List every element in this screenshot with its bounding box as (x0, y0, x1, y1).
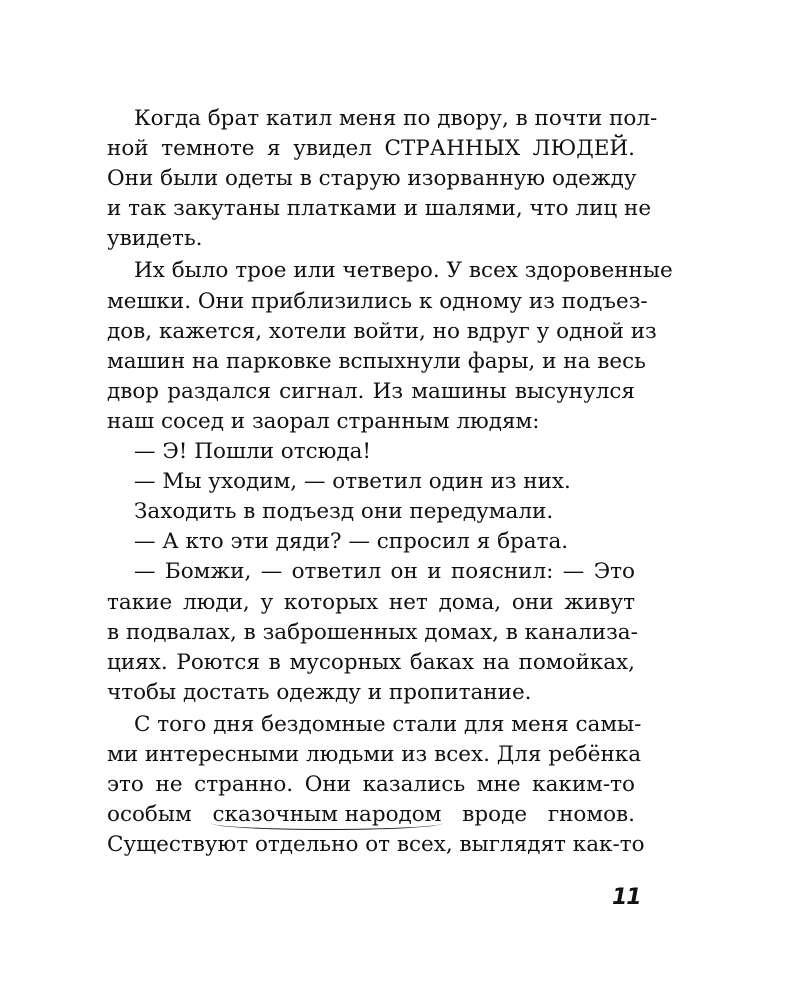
text-line: наш сосед и заорал странным людям: (107, 408, 540, 434)
text-line: в подвалах, в заброшенных домах, в канализа- (107, 619, 638, 645)
text-line: ми интересными людьми из всех. Для ребёнка (107, 741, 642, 767)
paragraph-bomzhi (107, 557, 638, 707)
text-line: Они были одеты в старую изорванную одежду (107, 166, 637, 192)
text-line: — Э! Пошли отсюда! (134, 439, 372, 465)
dialogue-line-1 (107, 437, 635, 467)
text-line: Заходить в подъезд они передумали. (134, 499, 554, 525)
paragraph-final (107, 710, 645, 860)
text-line: — Бомжи, — ответил он и пояснил: — Это (134, 559, 635, 585)
paragraph-2 (107, 256, 673, 437)
text-fragment: вроде гномов. (462, 802, 635, 828)
text-line: — Мы уходим, — ответил один из них. (134, 469, 571, 495)
page-number: 11 (612, 885, 641, 910)
text-line: ной темноте я увидел СТРАННЫХ ЛЮДЕЙ. (107, 136, 635, 162)
text-line: и так закутаны платками и шалями, что лиц не (107, 196, 652, 222)
text-line: это не странно. Они казались мне каким-то (107, 772, 635, 798)
text-line: Существуют отдельно от всех, выглядят как-то (107, 832, 645, 858)
narration-line (107, 497, 635, 527)
text-line: циях. Роются в мусорных баках на помойках, (107, 649, 635, 675)
dialogue-line-3 (107, 527, 635, 557)
text-line: С того дня бездомные стали для меня самы- (134, 711, 642, 737)
text-line: дов, кажется, хотели войти, но вдруг у одной из (107, 318, 657, 344)
text-line: двор раздался сигнал. Из машины высунулся (107, 378, 635, 404)
text-line: Их было трое или четверо. У всех здоровенные (134, 258, 673, 284)
text-line: чтобы достать одежду и пропитание. (107, 679, 532, 705)
text-line: мешки. Они приблизились к одному из подъез- (107, 288, 648, 314)
underlined-phrase: сказочным народом (213, 800, 442, 830)
text-fragment: особым (107, 802, 192, 828)
text-line: машин на парковке вспыхнули фары, и на весь (107, 348, 646, 374)
text-line: — А кто эти дяди? — спросил я брата. (134, 529, 569, 555)
text-line: такие люди, у которых нет дома, они живут (107, 589, 635, 615)
page-text (107, 104, 673, 860)
text-line: увидеть. (107, 226, 203, 252)
dialogue-line-2 (107, 467, 635, 497)
text-line: Когда брат катил меня по двору, в почти пол- (134, 106, 658, 131)
text-line-underlined (107, 800, 635, 830)
paragraph-1 (107, 104, 658, 254)
